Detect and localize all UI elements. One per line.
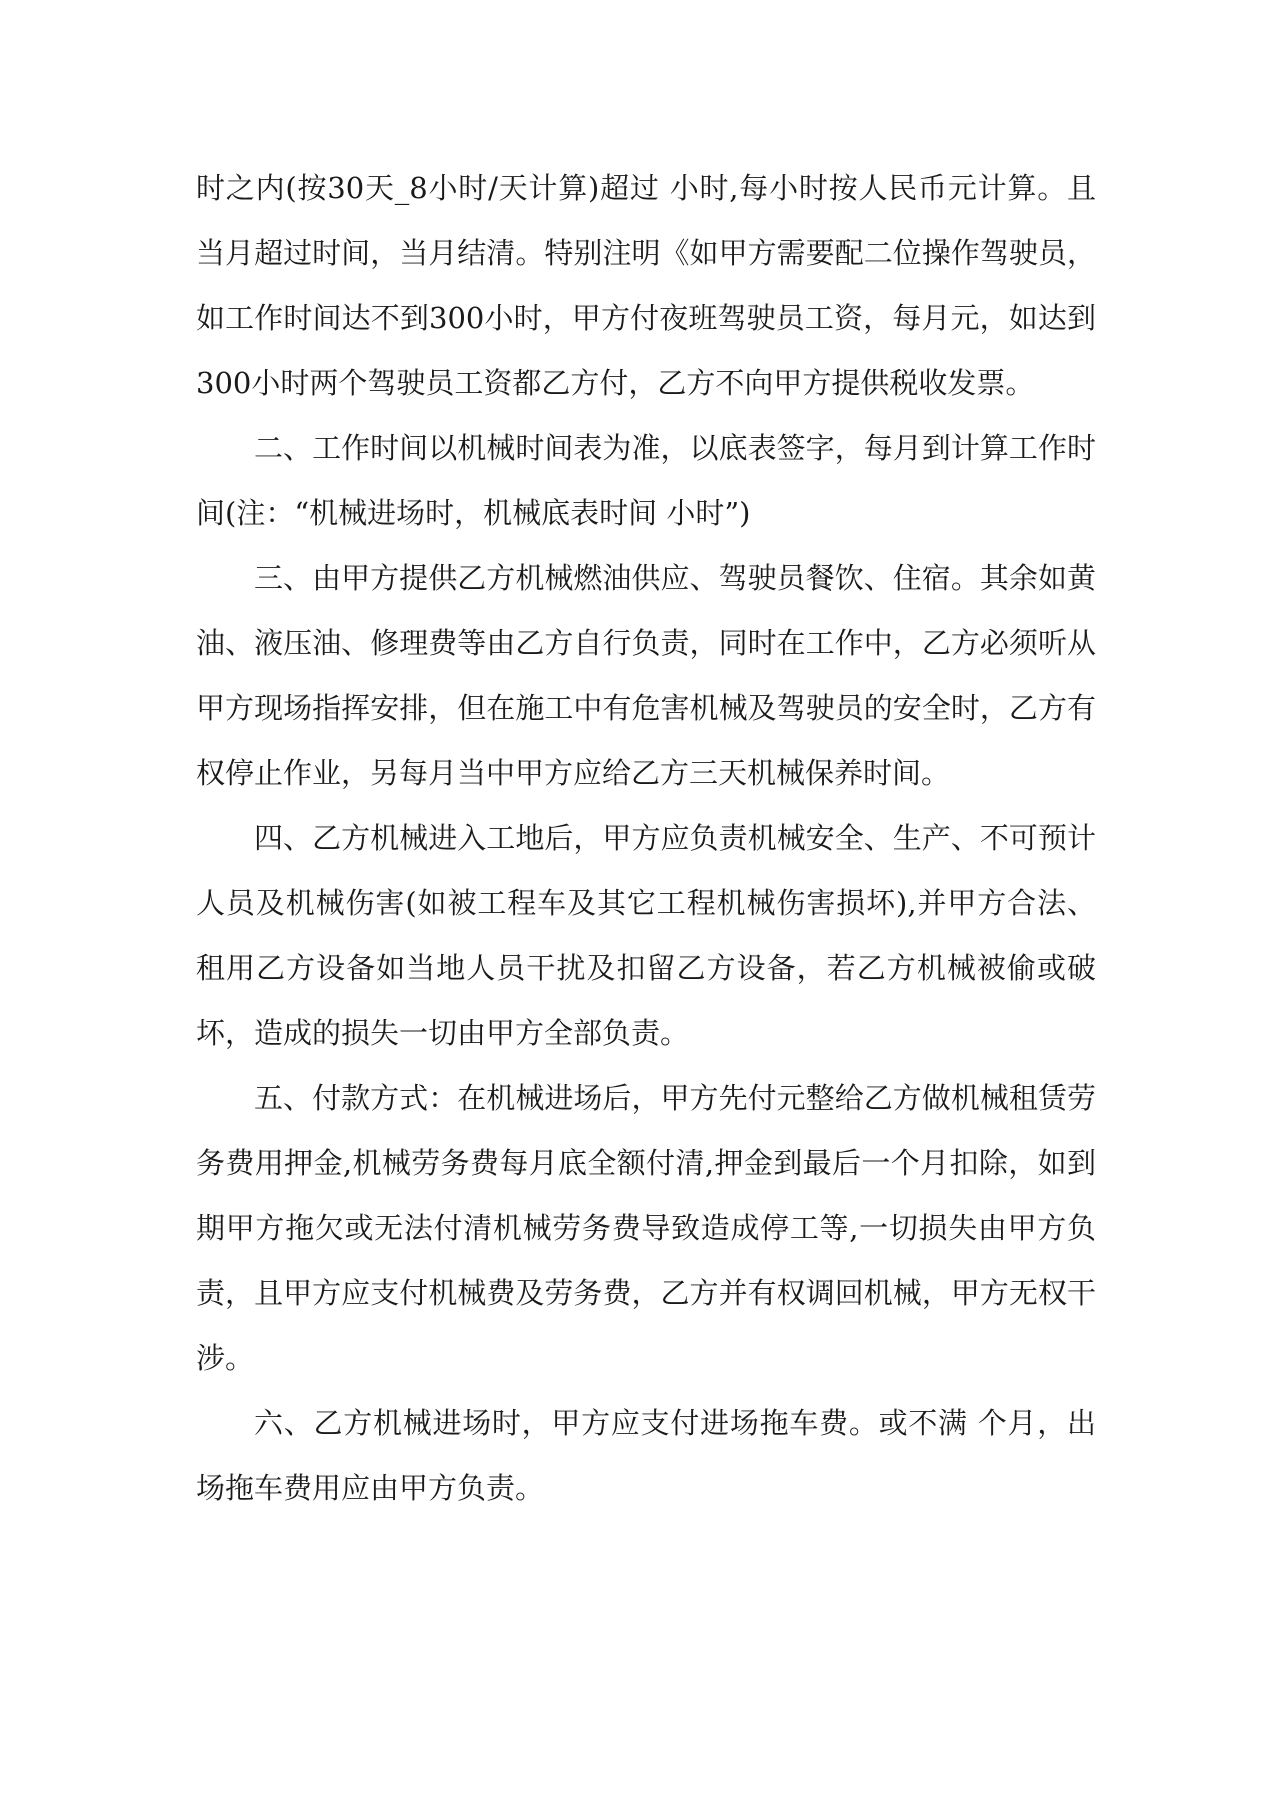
paragraph-continuation: 时之内(按30天_8小时/天计算)超过 小时,每小时按人民币元计算。且当月超过时间，当月结清。特别注明《如甲方需要配二位操作驾驶员，如工作时间达不到300小时，甲方付夜班驾驶员工资，每月元，如达到300小时两个驾驶员工资都乙方付，乙方不向甲方提供税收发票。 xyxy=(196,171,1096,400)
paragraph-clause-2: 二、工作时间以机械时间表为准，以底表签字，每月到计算工作时间(注：“机械进场时，机械底表时间 小时”) xyxy=(196,431,1096,530)
paragraph-clause-6: 六、乙方机械进场时，甲方应支付进场拖车费。或不满 个月，出场拖车费用应由甲方负责。 xyxy=(196,1406,1096,1505)
paragraph-clause-3: 三、由甲方提供乙方机械燃油供应、驾驶员餐饮、住宿。其余如黄油、液压油、修理费等由乙方自行负责，同时在工作中，乙方必须听从甲方现场指挥安排，但在施工中有危害机械及驾驶员的安全时，乙方有权停止作业，另每月当中甲方应给乙方三天机械保养时间。 xyxy=(196,561,1096,790)
paragraph-clause-5: 五、付款方式：在机械进场后，甲方先付元整给乙方做机械租赁劳务费用押金,机械劳务费每月底全额付清,押金到最后一个月扣除，如到期甲方拖欠或无法付清机械劳务费导致造成停工等,一切损失由甲方负责，且甲方应支付机械费及劳务费，乙方并有权调回机械，甲方无权干涉。 xyxy=(196,1081,1096,1375)
document-body xyxy=(196,156,1096,1521)
paragraph-clause-4: 四、乙方机械进入工地后，甲方应负责机械安全、生产、不可预计人员及机械伤害(如被工程车及其它工程机械伤害损坏),并甲方合法、租用乙方设备如当地人员干扰及扣留乙方设备，若乙方机械被偷或破坏，造成的损失一切由甲方全部负责。 xyxy=(196,821,1096,1050)
